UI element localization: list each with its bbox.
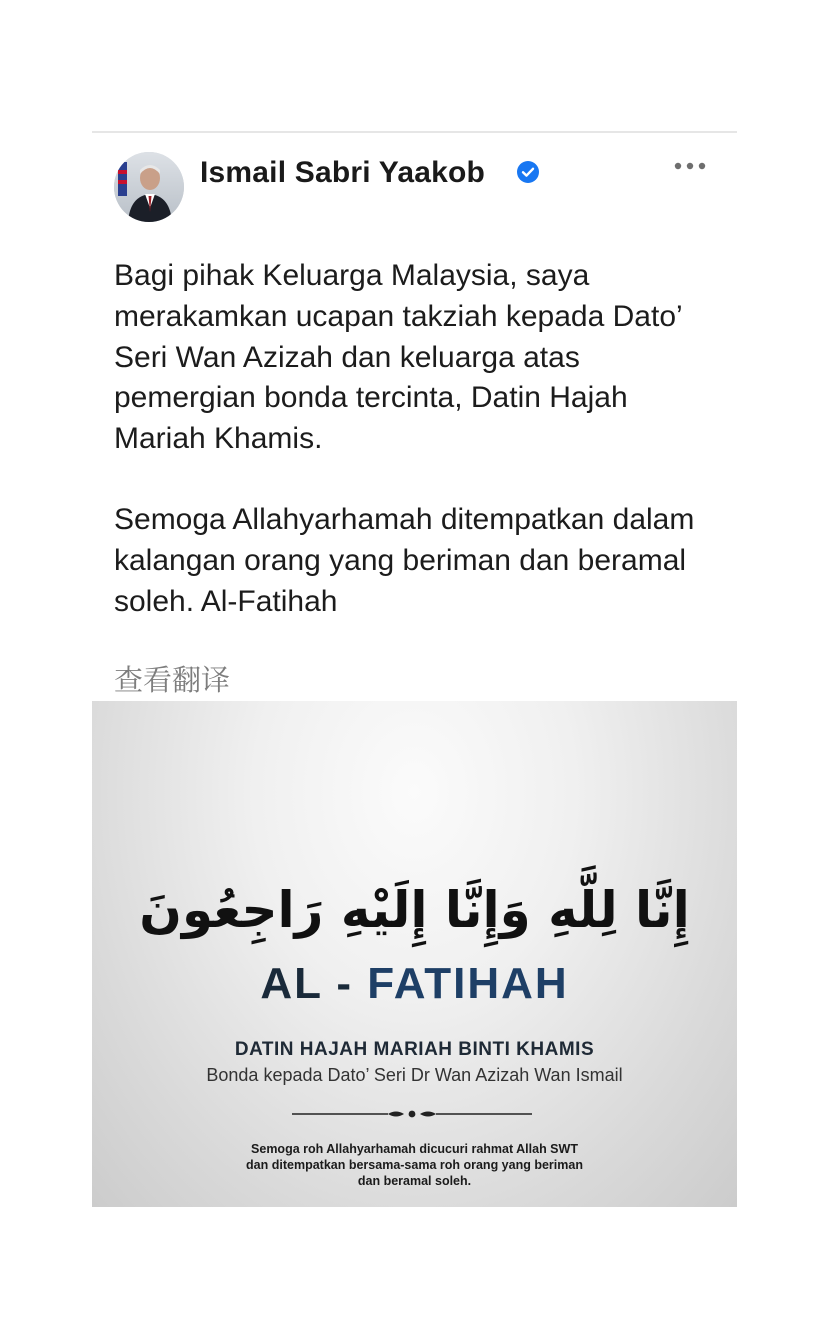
relation-line: Bonda kepada Dato’ Seri Dr Wan Azizah Wan Ismail	[206, 1065, 623, 1085]
al-fatihah-heading-part2: FATIHAH	[367, 959, 569, 1008]
post-paragraph: Bagi pihak Keluarga Malaysia, saya merakamkan ucapan takziah kepada Dato’ Seri Wan Azizah dan keluarga atas pemergian bonda tercinta, Datin Hajah Mariah Khamis.	[114, 259, 682, 456]
see-translation-link[interactable]: 查看翻译	[114, 663, 231, 697]
condolence-image[interactable]	[92, 701, 737, 1207]
ornament-divider-icon	[292, 1107, 532, 1121]
prayer-line: Semoga roh Allahyarhamah dicucuri rahmat Allah SWT	[251, 1142, 578, 1156]
verified-badge-icon	[516, 160, 540, 184]
author-avatar[interactable]	[114, 152, 184, 222]
person-avatar-icon	[114, 152, 184, 222]
top-divider	[92, 131, 737, 133]
author-name[interactable]: Ismail Sabri Yaakob	[200, 156, 486, 189]
deceased-name: DATIN HAJAH MARIAH BINTI KHAMIS	[234, 1039, 595, 1060]
al-fatihah-heading-part1: AL -	[260, 959, 368, 1008]
prayer-text	[92, 1141, 737, 1189]
post-body	[114, 256, 724, 622]
more-options-icon[interactable]	[670, 154, 710, 178]
al-fatihah-heading	[92, 959, 737, 1009]
post-header	[114, 152, 714, 224]
arabic-calligraphy: إِنَّا لِلَّهِ وَإِنَّا إِلَيْهِ رَاجِعُونَ	[139, 881, 690, 939]
prayer-line: dan ditempatkan bersama-sama roh orang yang beriman	[246, 1158, 583, 1172]
post-paragraph: Semoga Allahyarhamah ditempatkan dalam kalangan orang yang beriman dan beramal soleh. Al-Fatihah	[114, 502, 695, 618]
prayer-line: dan beramal soleh.	[357, 1174, 472, 1188]
